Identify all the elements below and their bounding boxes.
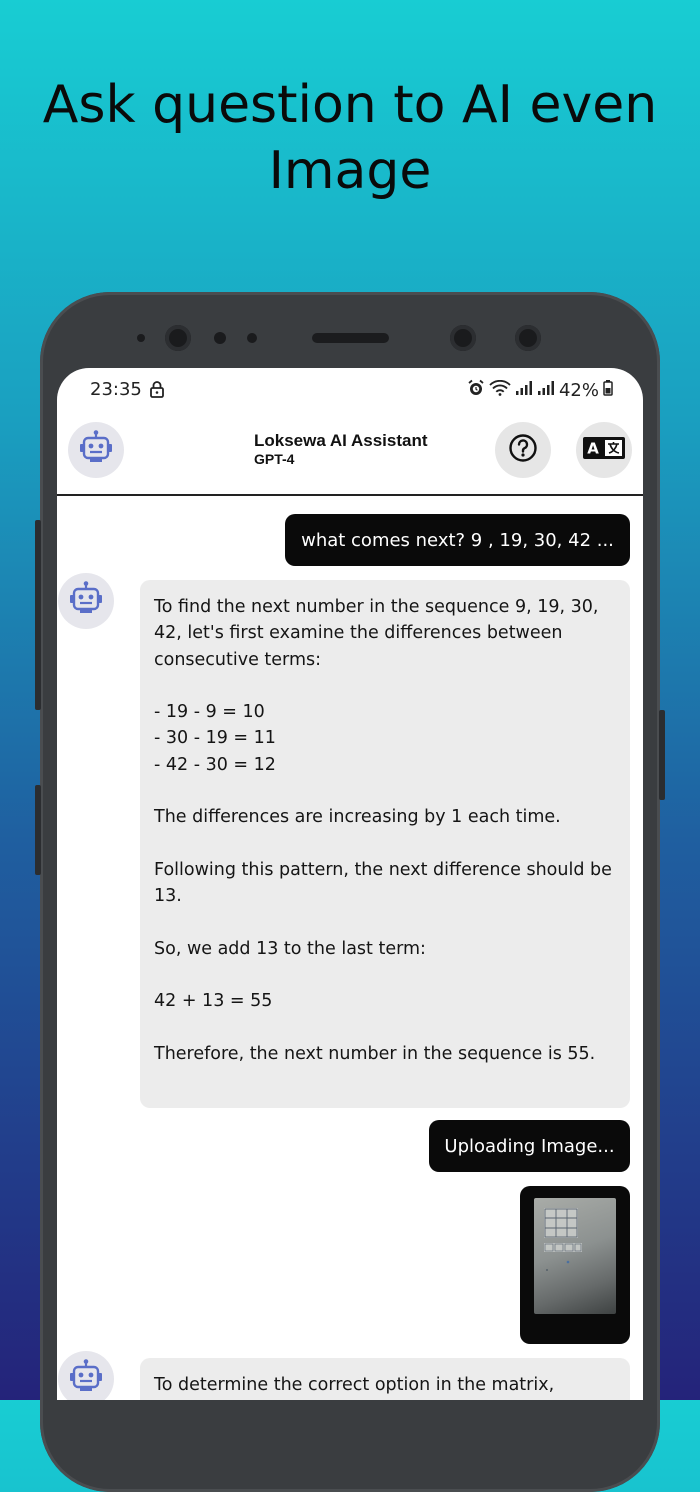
robot-icon: [77, 429, 115, 472]
phone-screen: [57, 368, 643, 1400]
alarm-icon: [467, 379, 485, 402]
phone-side-button-left-lower: [35, 785, 41, 875]
app-model-label: GPT-4: [254, 451, 295, 467]
phone-earpiece: [312, 333, 389, 343]
status-bar: [57, 368, 643, 408]
signal-icon-2: [537, 380, 555, 401]
signal-icon: [515, 380, 533, 401]
lock-icon: [149, 380, 165, 403]
assistant-avatar-2: [58, 1351, 114, 1400]
robot-icon: [67, 580, 105, 623]
assistant-message-2: To determine the correct option in the matrix,: [140, 1358, 630, 1400]
phone-front-camera: [165, 325, 191, 351]
help-button[interactable]: [495, 422, 551, 478]
uploaded-image-bubble[interactable]: [520, 1186, 630, 1344]
question-circle-icon: [508, 433, 538, 468]
headline-line-2: Image: [268, 141, 432, 201]
translate-button[interactable]: [576, 422, 632, 478]
status-right-group: [467, 379, 613, 402]
user-message: [285, 514, 630, 566]
assistant-message: To find the next number in the sequence 9, 19, 30, 42, let's first examine the differences between consecutive terms: - 19 - 9 = 10 - 30 - 19 = 11 - 42 - 30 = 12 The differences are increasing by 1 each time. Following this pattern, the next difference should be 13. So, we add 13 to the last term: 42 + 13 = 55 Therefore, the next number in the sequence is 55.: [140, 580, 630, 1108]
status-time: 23:35: [90, 379, 142, 400]
assistant-avatar: [58, 573, 114, 629]
phone-sensor-dot-2: [214, 332, 226, 344]
robot-icon: [67, 1358, 105, 1401]
phone-front-camera-2: [450, 325, 476, 351]
phone-side-button-right: [659, 710, 665, 800]
app-title: Loksewa AI Assistant: [254, 431, 428, 450]
promo-headline: [0, 72, 700, 204]
phone-side-button-left: [35, 520, 41, 710]
chat-area[interactable]: [57, 496, 643, 1400]
headline-line-1: Ask question to AI even: [42, 75, 658, 135]
wifi-icon: [489, 380, 511, 401]
battery-percent: 42%: [558, 380, 599, 401]
svg-text:A: A: [587, 439, 599, 457]
uploaded-image-thumbnail[interactable]: [534, 1198, 616, 1314]
phone-sensor-dot-3: [247, 333, 257, 343]
battery-icon: [603, 380, 613, 401]
user-message-text: Uploading Image...: [444, 1135, 615, 1157]
phone-sensor-dot: [137, 334, 145, 342]
app-bar: [57, 412, 643, 496]
user-message-uploading: [429, 1120, 630, 1172]
translate-icon: [583, 437, 625, 464]
app-avatar: [68, 422, 124, 478]
user-message-text: what comes next? 9 , 19, 30, 42 ...: [301, 529, 614, 551]
phone-front-camera-3: [515, 325, 541, 351]
